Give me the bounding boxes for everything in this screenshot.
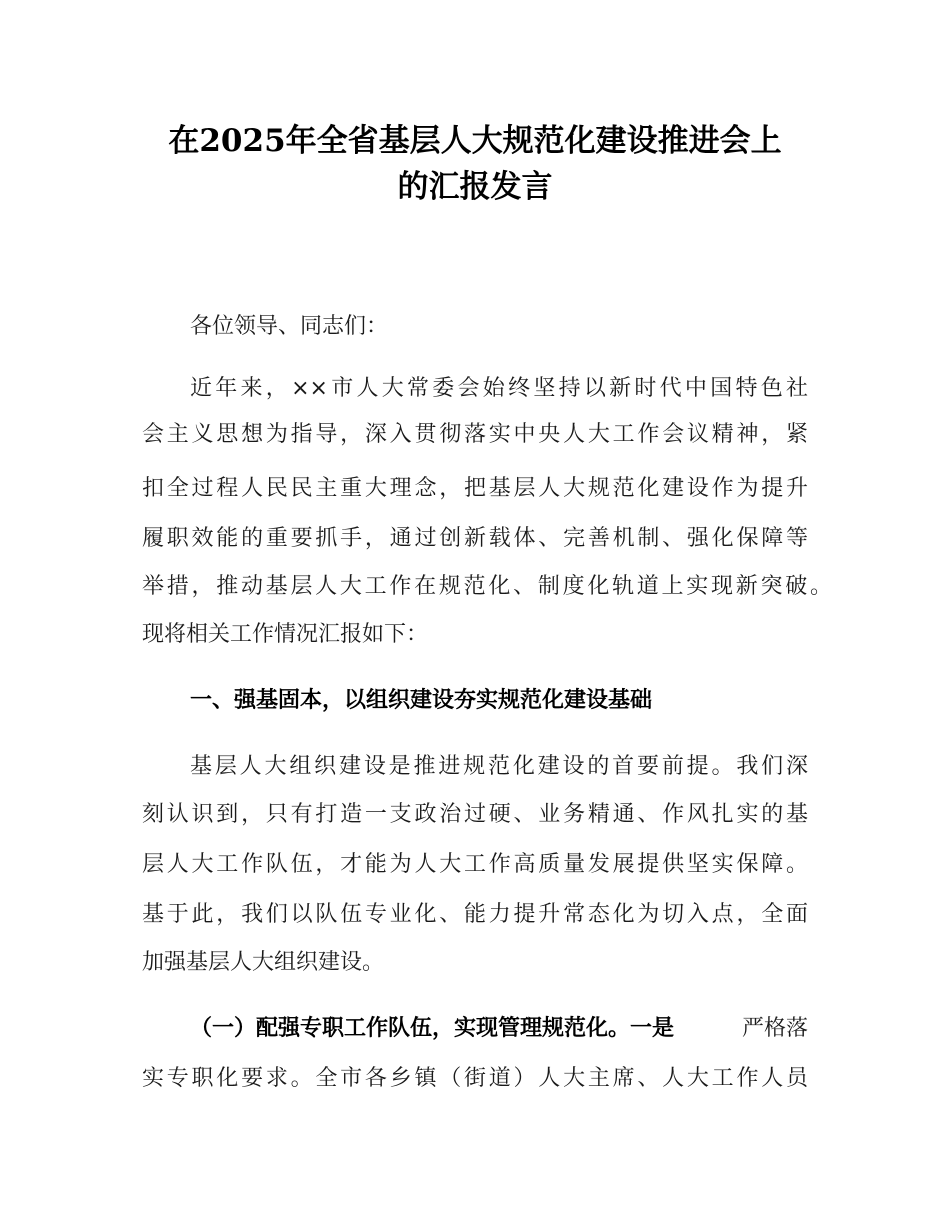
subsection-1-line-1 — [190, 1014, 808, 1044]
intro-line-4: 履职效能的重要抓手，通过创新载体、完善机制、强化保障等 — [142, 526, 808, 551]
subsection-1-lead: 一是 — [630, 1016, 675, 1041]
document-title-line-2: 的汇报发言 — [397, 169, 553, 205]
document-title-line-1: 在2025年全省基层人大规范化建设推进会上 — [168, 123, 782, 159]
intro-line-2: 会主义思想为指导，深入贯彻落实中央人大工作会议精神，紧 — [142, 422, 808, 447]
intro-line-3: 扣全过程人民民主重大理念，把基层人大规范化建设作为提升 — [142, 476, 808, 501]
section-1-line-1: 基层人大组织建设是推进规范化建设的首要前提。我们深 — [190, 754, 808, 779]
section-1-heading: 一、强基固本，以组织建设夯实规范化建设基础 — [190, 688, 653, 713]
section-1-line-5: 加强基层人大组织建设。 — [142, 950, 385, 975]
subsection-1-line-2: 实专职化要求。全市各乡镇（街道）人大主席、人大工作人员 — [142, 1066, 808, 1091]
subsection-1-heading: （一）配强专职工作队伍，实现管理规范化。 — [190, 1016, 631, 1041]
salutation: 各位领导、同志们： — [190, 314, 389, 339]
intro-line-5: 举措，推动基层人大工作在规范化、制度化轨道上实现新突破。 — [142, 574, 832, 599]
intro-line-6: 现将相关工作情况汇报如下： — [142, 622, 429, 647]
intro-line-1: 近年来，××市人大常委会始终坚持以新时代中国特色社 — [190, 376, 808, 401]
section-1-line-2: 刻认识到，只有打造一支政治过硬、业务精通、作风扎实的基 — [142, 802, 808, 827]
subsection-1-rest: 严格落 — [741, 1016, 808, 1041]
section-1-line-3: 层人大工作队伍，才能为人大工作高质量发展提供坚实保障。 — [142, 852, 808, 877]
section-1-line-4: 基于此，我们以队伍专业化、能力提升常态化为切入点，全面 — [142, 902, 808, 927]
subsection-1-heading-group — [190, 1014, 674, 1044]
